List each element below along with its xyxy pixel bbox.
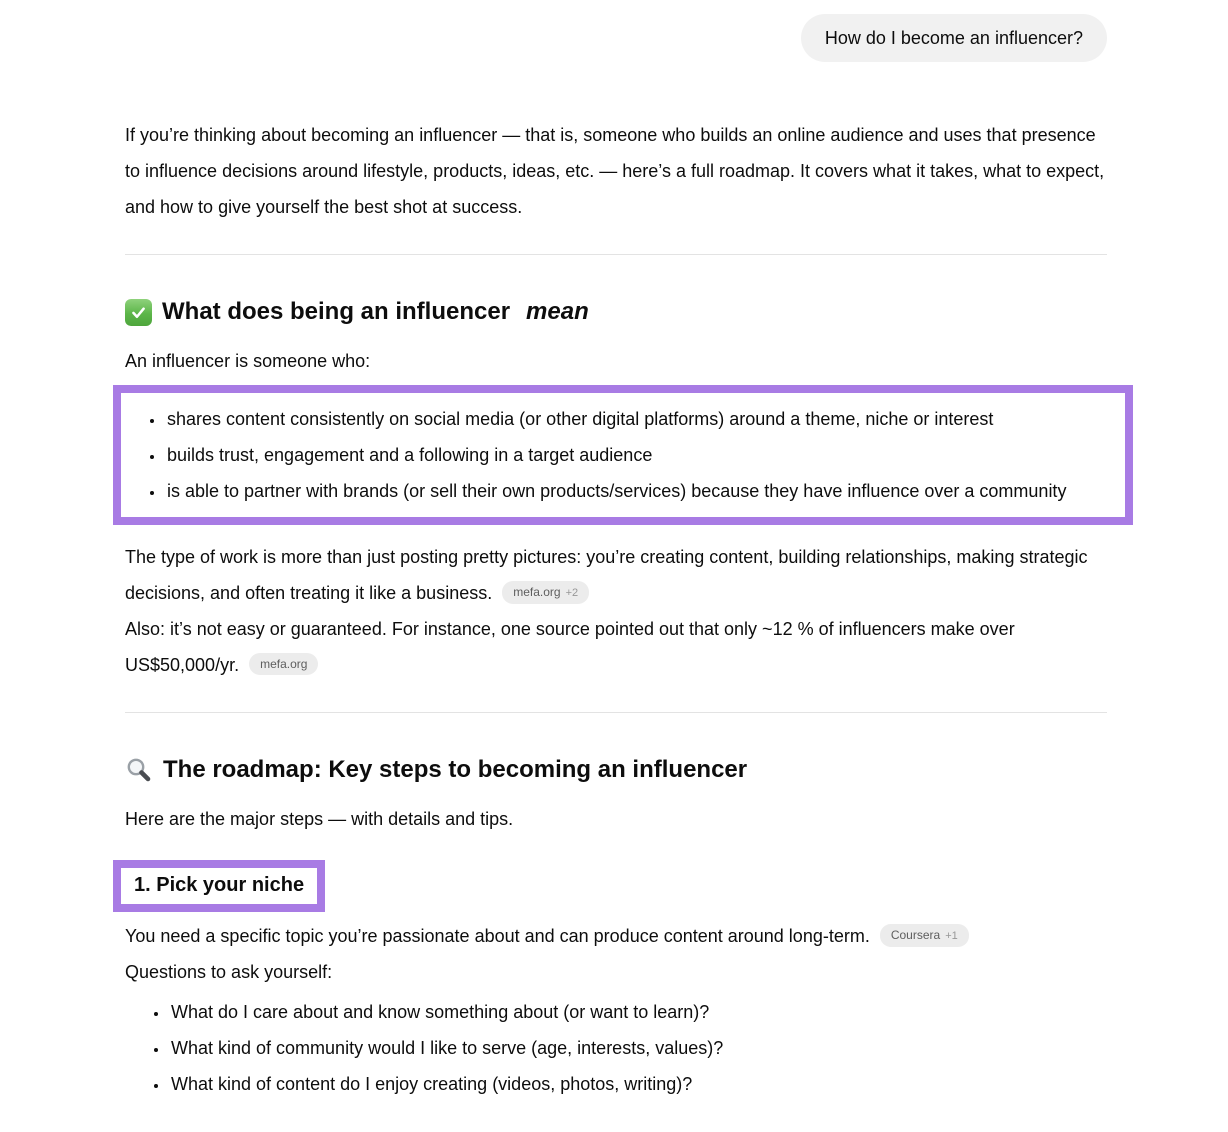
reality-paragraph (125, 611, 1107, 683)
list-item: • What do I care about and know something about (or want to learn)? (169, 994, 1107, 1030)
citation-pill[interactable] (880, 924, 969, 947)
step1-paragraph (125, 918, 1107, 954)
list-item: • builds trust, engagement and a following in a target audience (165, 437, 1117, 473)
list-item: • shares content consistently on social media (or other digital platforms) around a theme, niche or interest (165, 401, 1117, 437)
reality-paragraph-text: Also: it’s not easy or guaranteed. For instance, one source pointed out that only ~12 % of influencers make over US$50,000/yr. (125, 619, 1015, 675)
section-heading-text: The roadmap: Key steps to becoming an influencer (163, 756, 748, 783)
section-heading-mean (125, 296, 1107, 328)
roadmap-lead: Here are the major steps — with details and tips. (125, 809, 514, 829)
list-item: • What kind of community would I like to serve (age, interests, values)? (169, 1030, 1107, 1066)
step1-heading: 1. Pick your niche (134, 874, 305, 896)
list-item: • is able to partner with brands (or sell their own products/services) because they have influence over a community (165, 473, 1117, 509)
intro-paragraph: If you’re thinking about becoming an influencer — that is, someone who builds an online audience and uses that presence to influence decisions around lifestyle, products, ideas, etc. — here’s a full roadmap. It covers what it takes, what to expect, and how to give yourself the best shot at success. (125, 125, 1105, 217)
citation-pill[interactable] (502, 581, 589, 604)
questions-bullet-list (125, 994, 1107, 1102)
section-heading-italic-word: mean (526, 298, 589, 325)
questions-lead: Questions to ask yourself: (125, 962, 333, 982)
check-mark-emoji-icon (125, 299, 152, 326)
highlight-box-step1 (113, 860, 325, 912)
citation-more-count: +1 (945, 930, 958, 942)
step1-paragraph-text: You need a specific topic you’re passionate about and can produce content around long-term. (125, 926, 870, 946)
highlight-box-definition (113, 385, 1133, 525)
definition-bullet-list (121, 401, 1117, 509)
citation-pill[interactable] (249, 653, 318, 675)
user-message-row (125, 14, 1107, 62)
section-heading-roadmap (125, 754, 1107, 786)
citation-more-count: +2 (565, 587, 579, 599)
citation-source: mefa.org (260, 657, 308, 671)
section-divider (125, 254, 1107, 255)
user-message-bubble: How do I become an influencer? (801, 14, 1107, 62)
work-paragraph-text: The type of work is more than just posting pretty pictures: you’re creating content, building relationships, making strategic decisions, and often treating it like a business. (125, 547, 1088, 603)
section-heading-text: What does being an influencer (162, 298, 511, 325)
section-divider (125, 712, 1107, 713)
citation-source: Coursera (890, 928, 941, 942)
work-paragraph (125, 539, 1107, 611)
influencer-definition-lead: An influencer is someone who: (125, 351, 371, 371)
list-item: • What kind of content do I enjoy creating (videos, photos, writing)? (169, 1066, 1107, 1102)
magnifying-glass-emoji-icon (125, 756, 153, 784)
citation-source: mefa.org (513, 585, 561, 599)
